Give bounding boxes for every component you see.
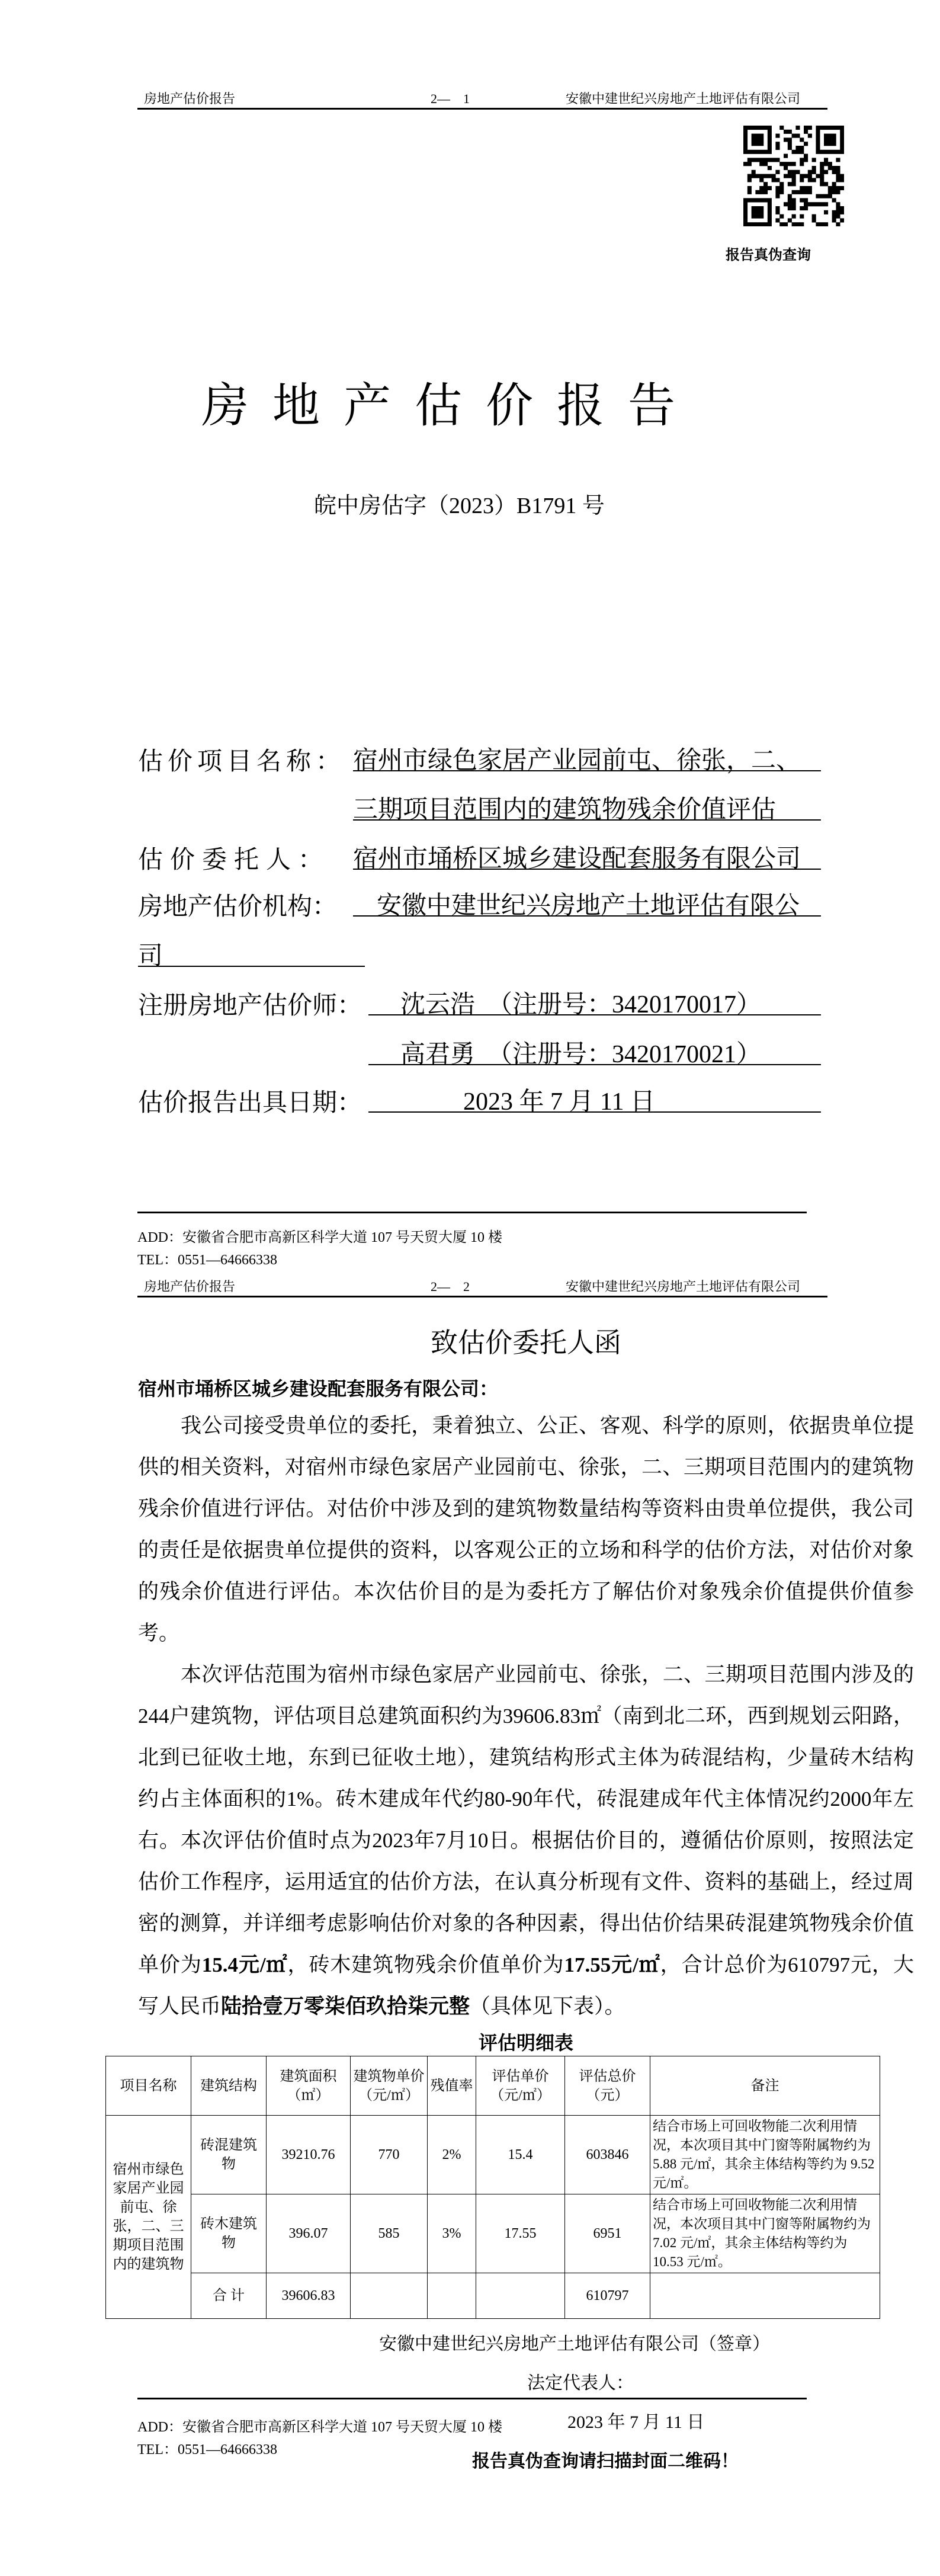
total-eval: 610797	[565, 2273, 650, 2319]
structure-cell: 砖混建筑物	[191, 2116, 267, 2194]
table-total-row	[106, 2273, 880, 2319]
page-number: 2— 1	[431, 91, 470, 106]
header-left: 房地产估价报告	[144, 1279, 236, 1294]
empty-cell	[351, 2273, 428, 2319]
th-structure: 建筑结构	[191, 2056, 267, 2116]
footer-address: ADD：安徽省合肥市高新区科学大道 107 号天贸大厦 10 楼	[137, 2420, 502, 2435]
appraiser-label: 注册房地产估价师：	[138, 992, 362, 1020]
client-label: 估价委托人：	[138, 847, 331, 874]
letter-addressee: 宿州市埇桥区城乡建设配套服务有限公司：	[138, 1378, 499, 1399]
qr-caption: 报告真伪查询	[726, 248, 811, 263]
para2-text: 本次评估范围为宿州市绿色家居产业园前屯、徐张，二、三期项目范围内涉及的244户建筑物，评估项目总建筑面积约为39606.83㎡（南到北二环，西到规划云阳路，北到已征收土地，东到已征收土地），建筑结构形式主体为砖混结构，少量砖木结构约占主体面积的1%。砖木建成年代约80-90年代，砖混建成年代主体情况约2000年左右。本次评估价值时点为2023年7月10日。根据估价目的，遵循估价原则，按照法定估价工作程序，运用适宜的估价方法，在认真分析现有文件、资料的基础上，经过周密的测算，并详细考虑影响估价对象的各种因素，得出估价结果砖混建筑物残余价值单价为	[138, 1663, 914, 1976]
letter-paragraph-1: 我公司接受贵单位的委托，秉着独立、公正、客观、科学的原则，依据贵单位提供的相关资料，对宿州市绿色家居产业园前屯、徐张，二、三期项目范围内的建筑物残余价值进行评估。对估价中涉及到的建筑物数量结构等资料由贵单位提供，我公司的责任是依据贵单位提供的资料，以客观公正的立场和科学的估价方法，对估价对象的残余价值进行评估。本次估价目的是为委托方了解估价对象残余价值提供价值参考。	[138, 1414, 914, 1645]
th-eval-total: 评估总价（元）	[565, 2056, 650, 2116]
appraiser-1: 沈云浩 （注册号：3420170017）	[368, 985, 821, 1015]
legal-representative: 法定代表人：	[527, 2373, 634, 2393]
verify-note: 报告真伪查询请扫描封面二维码！	[472, 2452, 739, 2471]
para2-text: （具体见下表）。	[470, 1995, 625, 2018]
header-rule	[137, 1296, 827, 1297]
eval-unit-cell: 15.4	[476, 2116, 565, 2194]
total-in-words: 陆拾壹万零柒佰玖拾柒元整	[221, 1995, 470, 2018]
project-name-cell: 宿州市绿色家居产业园前屯、徐张，二、三期项目范围内的建筑物	[106, 2116, 191, 2319]
signature-line: 安徽中建世纪兴房地产土地评估有限公司（签章）	[379, 2334, 770, 2354]
th-unit-price: 建筑物单价（元/㎡）	[351, 2056, 428, 2116]
letter-body	[113, 1322, 914, 2481]
letter-title: 致估价委托人函	[431, 1328, 621, 1358]
eval-total-cell: 6951	[565, 2194, 650, 2273]
th-note: 备注	[650, 2056, 880, 2116]
para2-text: ，合计总价为610797元，大写人民币	[138, 1953, 914, 2018]
header-rule	[137, 108, 827, 110]
project-value-line2: 三期项目范围内的建筑物残余价值评估	[353, 790, 821, 821]
unit-price-cell: 585	[351, 2194, 428, 2273]
project-label: 估价项目名称：	[138, 748, 346, 776]
area-cell: 39210.76	[267, 2116, 351, 2194]
project-value-line1: 宿州市绿色家居产业园前屯、徐张，二、	[353, 741, 821, 771]
eval-unit-cell: 17.55	[476, 2194, 565, 2273]
date-label: 估价报告出具日期：	[138, 1090, 362, 1117]
structure-cell: 砖木建筑物	[191, 2194, 267, 2273]
agency-value-line1: 安徽中建世纪兴房地产土地评估有限公	[353, 886, 821, 917]
eval-total-cell: 603846	[565, 2116, 650, 2194]
table-title: 评估明细表	[478, 2032, 573, 2053]
area-cell: 396.07	[267, 2194, 351, 2273]
total-label: 合 计	[191, 2273, 267, 2319]
residual-rate-cell: 2%	[428, 2116, 476, 2194]
note-cell: 结合市场上可回收物能二次利用情况，本次项目其中门窗等附属物约为 7.02 元/㎡，其余主体结构等约为 10.53 元/㎡。	[650, 2194, 880, 2273]
footer-tel: TEL：0551—64666338	[137, 2442, 277, 2458]
para2-text: ，砖木建筑物残余价值单价为	[287, 1953, 564, 1976]
table-header-row	[106, 2056, 880, 2116]
client-value: 宿州市埇桥区城乡建设配套服务有限公司	[353, 839, 821, 870]
empty-cell	[476, 2273, 565, 2319]
th-project: 项目名称	[106, 2056, 191, 2116]
brick-wood-unit-price: 17.55元/㎡	[564, 1953, 660, 1976]
header-right: 安徽中建世纪兴房地产土地评估有限公司	[566, 91, 801, 106]
qr-code-icon	[743, 126, 844, 226]
brick-concrete-unit-price: 15.4元/㎡	[201, 1953, 288, 1976]
th-area: 建筑面积（㎡）	[267, 2056, 351, 2116]
cover-title: 房地产估价报告	[201, 380, 699, 432]
th-residual-rate: 残值率	[428, 2056, 476, 2116]
footer-tel: TEL：0551—64666338	[137, 1252, 277, 1268]
appraiser-2: 高君勇 （注册号：3420170021）	[368, 1034, 821, 1065]
header-left: 房地产估价报告	[144, 91, 236, 106]
empty-cell	[428, 2273, 476, 2319]
footer-rule	[137, 1212, 807, 1213]
total-area: 39606.83	[267, 2273, 351, 2319]
letter-paragraph-2	[138, 1654, 914, 2027]
report-number: 皖中房估字（2023）B1791 号	[314, 494, 605, 518]
agency-label: 房地产估价机构：	[138, 893, 338, 921]
date-value: 2023 年 7 月 11 日	[368, 1082, 821, 1113]
table-row	[106, 2116, 880, 2194]
footer-address: ADD：安徽省合肥市高新区科学大道 107 号天贸大厦 10 楼	[137, 1230, 502, 1245]
table-row	[106, 2194, 880, 2273]
header-right: 安徽中建世纪兴房地产土地评估有限公司	[566, 1279, 801, 1294]
th-eval-unit: 评估单价（元/㎡）	[476, 2056, 565, 2116]
footer-rule	[137, 2398, 807, 2399]
residual-rate-cell: 3%	[428, 2194, 476, 2273]
note-cell: 结合市场上可回收物能二次利用情况，本次项目其中门窗等附属物约为 5.88 元/㎡，其余主体结构等约为 9.52 元/㎡。	[650, 2116, 880, 2194]
valuation-detail-table	[105, 2056, 880, 2319]
unit-price-cell: 770	[351, 2116, 428, 2194]
empty-cell	[650, 2273, 880, 2319]
letter-date: 2023 年 7 月 11 日	[567, 2412, 705, 2432]
page-number: 2— 2	[431, 1279, 470, 1294]
agency-value-line2: 司	[138, 936, 365, 967]
